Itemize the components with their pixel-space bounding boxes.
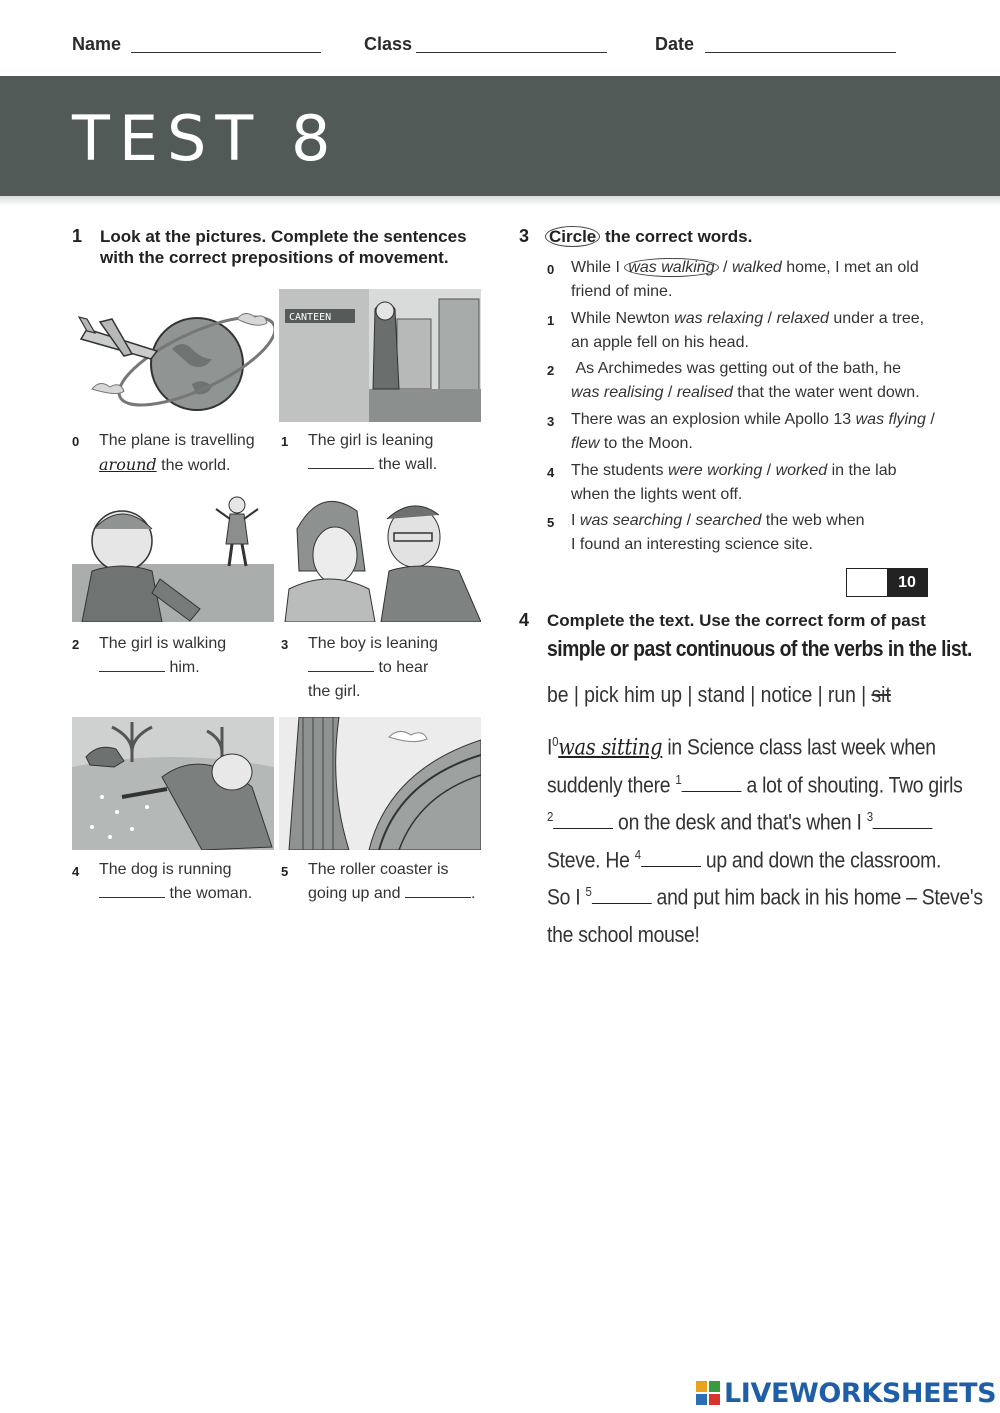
answer-blank[interactable] (99, 884, 165, 898)
text: home, I met an old (781, 259, 919, 276)
text: So I (547, 884, 581, 910)
section4-instruction-line1: Complete the text. Use the correct form of past (547, 611, 926, 630)
text-line-5 (547, 884, 983, 910)
word: stand (697, 682, 746, 707)
option-a[interactable]: was relaxing (674, 310, 764, 327)
ex3-item-number: 3 (547, 414, 555, 429)
class-label: Class (364, 34, 413, 54)
option-b[interactable]: worked (775, 462, 828, 479)
name-label: Name (72, 34, 122, 54)
caption-text: to hear (378, 659, 429, 676)
ex3-item-4 (571, 459, 941, 507)
answer-gap-3[interactable] (873, 811, 933, 829)
answer-blank[interactable] (405, 884, 471, 898)
title-band-shadow (0, 196, 1000, 206)
title-band (0, 76, 1000, 196)
caption-end: . (470, 885, 476, 902)
answer-gap-5[interactable] (592, 886, 652, 904)
ex3-item-1 (571, 307, 941, 355)
text-line-1 (547, 734, 952, 760)
option-b[interactable]: relaxed (776, 310, 829, 327)
ex3-item-2 (571, 357, 941, 405)
circle-word: Circle (545, 226, 600, 247)
picture-plane-around-world (72, 289, 274, 422)
section3-instruction (545, 226, 752, 247)
word: pick him up (584, 682, 683, 707)
text: As Archimedes was getting out of the bath, he (575, 360, 901, 377)
caption-line: The plane is travelling (99, 432, 255, 449)
caption-text: the woman. (169, 885, 253, 902)
text: friend of mine. (571, 283, 673, 300)
ex3-item-0 (571, 256, 941, 304)
option-a[interactable]: was flying (855, 411, 926, 428)
caption-item-3 (308, 632, 478, 704)
student-info-header (72, 34, 932, 58)
text: a lot of shouting. Two girls (746, 772, 963, 798)
date-label: Date (655, 34, 695, 54)
separator: | (861, 682, 867, 707)
caption-text: him. (169, 659, 200, 676)
word: be (547, 682, 569, 707)
answer-gap-1[interactable] (682, 774, 742, 792)
section3-number: 3 (519, 226, 530, 246)
ex3-item-number: 1 (547, 313, 555, 328)
gap-number: 1 (675, 772, 682, 787)
text: suddenly there (547, 772, 671, 798)
canteen-sign-text: CANTEEN (289, 312, 332, 323)
caption-line: The roller coaster is (308, 861, 449, 878)
name-field[interactable] (131, 52, 321, 53)
slash: / (762, 462, 776, 479)
text-line-2 (547, 772, 963, 798)
separator: | (687, 682, 693, 707)
section1-instruction-line2: with the correct prepositions of movement. (100, 248, 449, 267)
page-title: TEST 8 (72, 102, 340, 175)
ex3-item-number: 2 (547, 363, 555, 378)
caption-item-0 (99, 429, 269, 478)
logo-mark-icon (696, 1381, 720, 1405)
caption-item-5 (308, 858, 498, 906)
text-line-3 (547, 809, 952, 835)
caption-line (308, 453, 478, 477)
section4-number: 4 (519, 610, 530, 630)
text-line-4 (547, 847, 952, 873)
answer-blank[interactable] (308, 658, 374, 672)
gap-number: 5 (585, 884, 592, 899)
item-number: 0 (72, 434, 80, 449)
ex3-item-5 (571, 509, 941, 557)
item-number: 1 (281, 434, 289, 449)
slash: / (663, 384, 677, 401)
text: I found an interesting science site. (571, 536, 813, 553)
slash: / (925, 411, 935, 428)
text: in Science class last week when (667, 734, 936, 760)
picture-boy-leaning (279, 489, 481, 622)
text: There was an explosion while Apollo 13 (571, 411, 856, 428)
item-number: 4 (72, 864, 80, 879)
text: the web when (761, 512, 865, 529)
word-list (547, 682, 891, 708)
score-total: 10 (887, 569, 927, 596)
option-circled-example: was walking (624, 258, 718, 277)
gap-number: 4 (634, 847, 641, 862)
caption-line: The dog is running (99, 861, 232, 878)
text: up and down the classroom. (705, 847, 942, 873)
caption-item-2 (99, 632, 269, 680)
caption-line: the girl. (308, 683, 361, 700)
caption-item-4 (99, 858, 269, 906)
text: I (571, 512, 580, 529)
text: and put him back in his home – Steve's (656, 884, 983, 910)
section4-instruction-line2: simple or past continuous of the verbs in the list. (547, 636, 972, 661)
option-b[interactable]: searched (695, 512, 762, 529)
picture-roller-coaster (279, 717, 481, 850)
text: an apple fell on his head. (571, 334, 749, 351)
answer-blank[interactable] (308, 455, 374, 469)
logo-text: LIVEWORKSHEETS (724, 1377, 997, 1409)
caption-line: The girl is walking (99, 635, 227, 652)
text: that the water went down. (732, 384, 920, 401)
score-box (846, 568, 928, 597)
ex3-item-3 (571, 408, 941, 456)
item-number: 2 (72, 637, 80, 652)
text: I (547, 734, 553, 760)
picture-girl-walking (72, 489, 274, 622)
separator: | (573, 682, 579, 707)
option: walked (731, 259, 782, 276)
ex3-item-number: 4 (547, 465, 555, 480)
picture-girl-leaning-wall (279, 289, 481, 422)
text: The students (571, 462, 668, 479)
slash: / (682, 512, 696, 529)
caption-text: going up and (308, 885, 401, 902)
answer-blank[interactable] (99, 658, 165, 672)
caption-text: the world. (161, 457, 231, 474)
ex3-item-number: 0 (547, 262, 555, 277)
option-b[interactable]: realised (676, 384, 733, 401)
word-used: sit (871, 682, 891, 707)
text: in the lab (827, 462, 897, 479)
answer-gap-2[interactable] (553, 811, 613, 829)
class-field[interactable] (416, 52, 607, 53)
caption-line (308, 656, 478, 680)
text: to the Moon. (599, 435, 693, 452)
word: run (827, 682, 856, 707)
text: on the desk and that's when I (618, 809, 862, 835)
answer-gap-4[interactable] (641, 849, 701, 867)
gap-number: 3 (866, 809, 873, 824)
date-field[interactable] (705, 52, 896, 53)
picture-dog-running (72, 717, 274, 850)
slash: / (718, 259, 732, 276)
text: While I (571, 259, 625, 276)
gap-number: 2 (547, 809, 554, 824)
text: While Newton (571, 310, 675, 327)
caption-line (99, 656, 269, 680)
option-a[interactable]: was searching (579, 512, 683, 529)
item-number: 5 (281, 864, 289, 879)
caption-item-1 (308, 429, 478, 477)
option-b[interactable]: flew (571, 435, 600, 452)
caption-line (308, 882, 498, 906)
item-number: 3 (281, 637, 289, 652)
caption-line (99, 882, 269, 906)
example-answer: was sitting (558, 735, 663, 761)
word: notice (760, 682, 813, 707)
caption-line: The girl is leaning (308, 432, 434, 449)
text: under a tree, (828, 310, 925, 327)
option-a[interactable]: were working (667, 462, 763, 479)
text-line-6: the school mouse! (547, 922, 700, 947)
caption-text: the wall. (378, 456, 438, 473)
option-a[interactable]: was realising (571, 384, 664, 401)
separator: | (817, 682, 823, 707)
text: when the lights went off. (571, 486, 743, 503)
instruction-text: the correct words. (604, 227, 753, 246)
section1-instruction-line1: Look at the pictures. Complete the sentences (100, 227, 467, 246)
text: Steve. He (547, 847, 630, 873)
caption-line (99, 453, 269, 478)
gap-number: 0 (552, 734, 559, 749)
separator: | (750, 682, 756, 707)
liveworksheets-logo[interactable] (696, 1378, 996, 1408)
slash: / (763, 310, 777, 327)
caption-line: The boy is leaning (308, 635, 438, 652)
example-answer: around (99, 455, 157, 474)
ex3-item-number: 5 (547, 515, 555, 530)
section1-number: 1 (72, 226, 83, 246)
